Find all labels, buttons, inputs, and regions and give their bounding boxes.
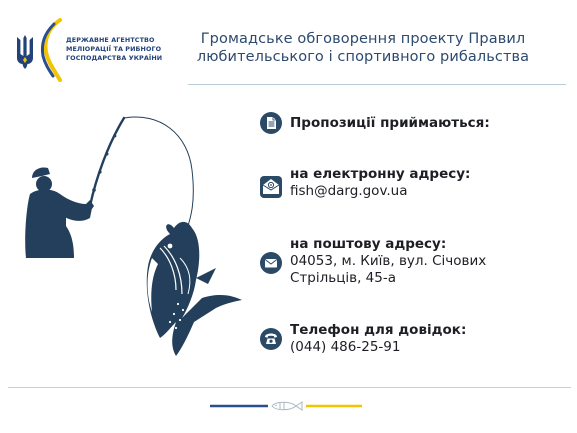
page-title — [178, 30, 548, 66]
page-title-line: Громадське обговорення проекту Правил — [200, 31, 526, 47]
envelope-icon — [260, 252, 282, 274]
fish-divider-ornament — [210, 398, 366, 416]
fish-silhouette — [147, 222, 242, 356]
agency-name-line: ГОСПОДАРСТВА УКРАЇНИ — [66, 54, 163, 62]
agency-name — [66, 36, 163, 63]
postal-address-line: 04053, м. Київ, вул. Січових — [290, 253, 487, 269]
agency-logo — [8, 14, 163, 78]
agency-emblem-icon — [38, 18, 64, 82]
telephone-icon — [260, 328, 282, 350]
proposals-heading: Пропозиції приймаються: — [290, 115, 490, 131]
header-divider — [188, 84, 566, 85]
phone-number[interactable]: (044) 486-25-91 — [290, 339, 401, 355]
email-at-icon — [260, 176, 282, 198]
footer-divider — [8, 387, 571, 388]
postal-heading: на поштову адресу: — [290, 236, 447, 252]
fisherman-illustration — [20, 108, 250, 368]
fisherman-silhouette — [25, 167, 94, 258]
document-icon — [260, 112, 282, 134]
phone-heading: Телефон для довідок: — [290, 322, 467, 338]
page-title-line: любительського і спортивного рибальства — [196, 49, 530, 65]
fishing-rod — [90, 118, 124, 206]
trident-icon — [14, 34, 36, 70]
fishing-line — [124, 117, 193, 232]
agency-name-line: ДЕРЖАВНЕ АГЕНТСТВО — [66, 36, 155, 44]
agency-name-line: МЕЛІОРАЦІЇ ТА РИБНОГО — [66, 45, 162, 53]
email-address[interactable]: fish@darg.gov.ua — [290, 183, 408, 199]
email-heading: на електронну адресу: — [290, 166, 471, 182]
postal-address-line: Стрільців, 45-а — [290, 269, 396, 286]
